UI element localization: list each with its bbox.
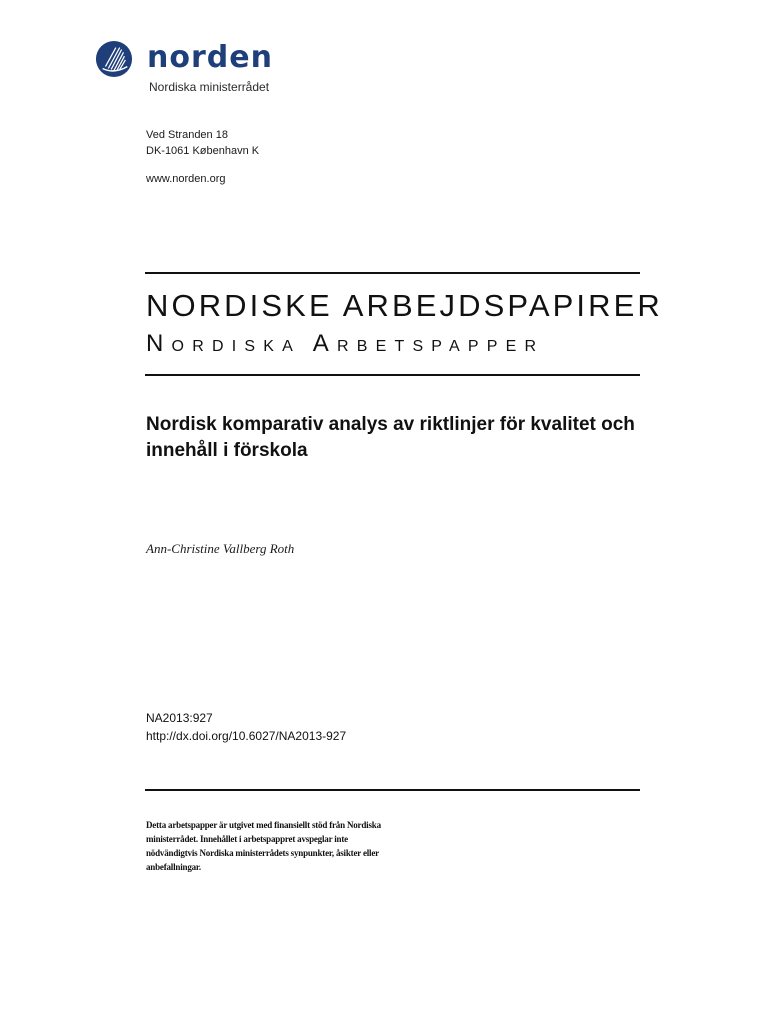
report-number: NA2013:927 <box>146 711 213 725</box>
series-swedish-cap-2: A <box>312 330 337 357</box>
author-name: Ann-Christine Vallberg Roth <box>146 541 295 556</box>
swan-emblem-icon <box>95 40 133 78</box>
series-title-danish: NORDISKE ARBEJDSPAPIRER <box>146 288 663 323</box>
address-street: Ved Stranden 18 <box>146 129 228 141</box>
document-title: Nordisk komparativ analys av riktlinjer för kvalitet och innehåll i förskola <box>146 414 635 461</box>
address-city: DK-1061 København K <box>146 145 260 157</box>
top-divider <box>145 272 640 274</box>
doi-link[interactable]: http://dx.doi.org/10.6027/NA2013-927 <box>146 729 347 743</box>
logo-subtitle: Nordiska ministerrådet <box>149 80 270 94</box>
series-title-swedish <box>146 330 544 358</box>
website-link[interactable]: www.norden.org <box>146 173 226 185</box>
series-swedish-cap-1: N <box>146 330 172 357</box>
bottom-divider <box>145 789 640 791</box>
logo-wordmark: norden <box>147 40 273 75</box>
series-swedish-word-1: ORDISKA <box>171 338 301 355</box>
disclaimer-text: Detta arbetspapper är utgivet med finansiellt stöd från Nordiska ministerrådet. Innehållet i arbetspappret avspeglar inte nödvändigtvis Nordiska ministerrådets synpunkter, åsikter eller anbefallningar. <box>146 820 381 872</box>
middle-divider <box>145 374 640 376</box>
address-block <box>146 127 259 187</box>
norden-logo <box>95 38 295 98</box>
series-swedish-word-2: RBETSPAPPER <box>336 338 545 355</box>
reference-block <box>146 709 346 745</box>
